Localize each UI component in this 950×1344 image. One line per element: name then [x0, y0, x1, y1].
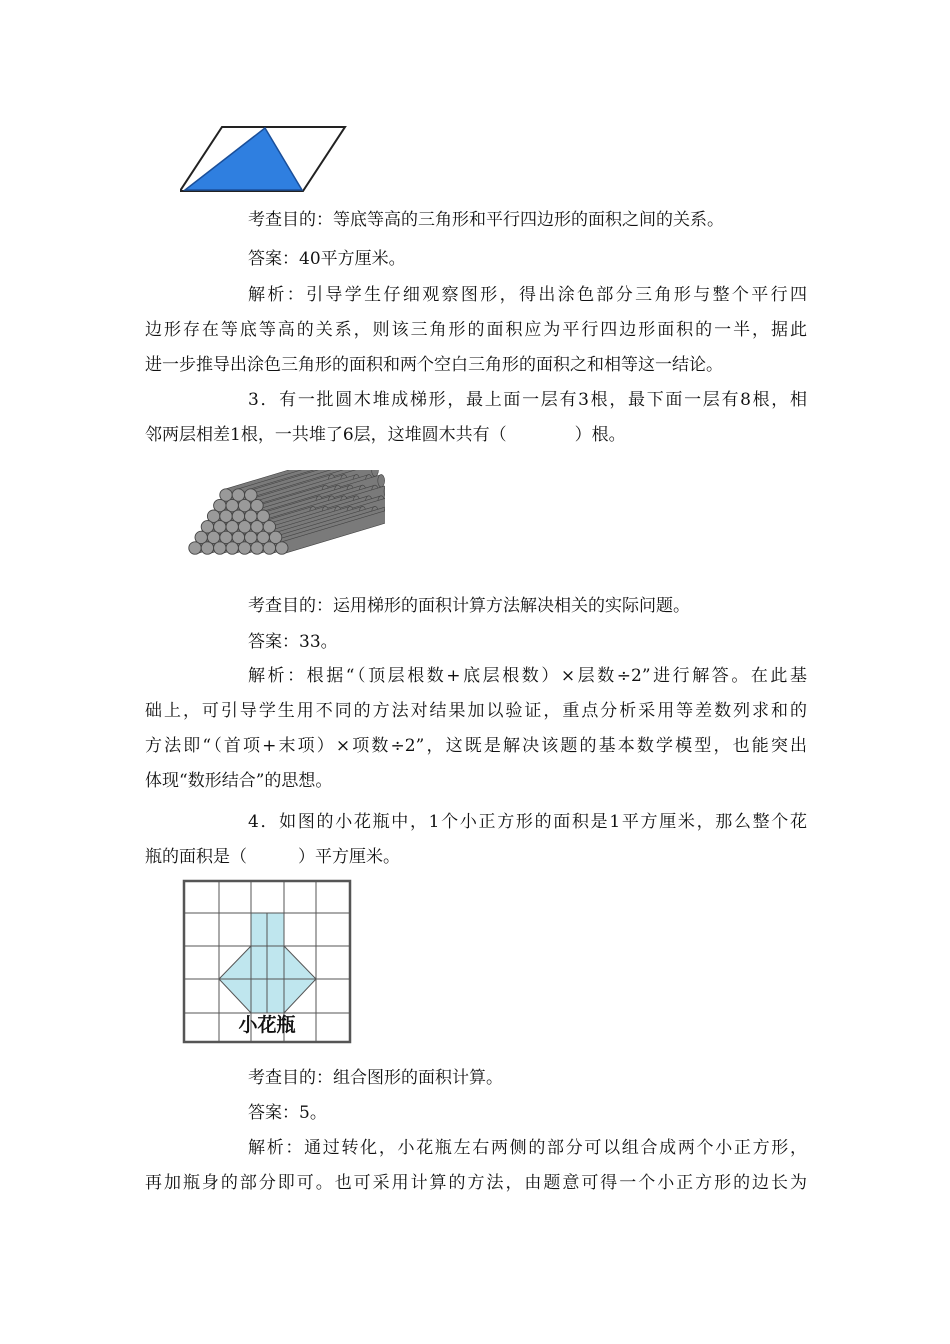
q2-analysis-line-1: 解析：引导学生仔细观察图形，得出涂色部分三角形与整个平行四: [248, 285, 807, 305]
q3-question-line-2: 邻两层相差1根，一共堆了6层，这堆圆木共有（ ）根。: [145, 425, 626, 445]
q4-purpose: 考查目的：组合图形的面积计算。: [248, 1068, 503, 1088]
log-far-end: [378, 475, 385, 487]
log-end: [263, 542, 275, 554]
q3-answer: 答案：33。: [248, 632, 338, 652]
vase-label: 小花瓶: [238, 1014, 296, 1036]
shaded-triangle: [185, 128, 302, 190]
vase-grid-figure: [182, 879, 352, 1044]
q3-analysis-line-4: 体现“数形结合”的思想。: [145, 771, 333, 791]
q4-analysis-line-2: 再加瓶身的部分即可。也可采用计算的方法，由题意可得一个小正方形的边长为: [145, 1173, 807, 1193]
log-pile-figure: [185, 470, 385, 562]
log-end: [201, 542, 213, 554]
q2-analysis-line-2: 边形存在等底等高的关系，则该三角形的面积应为平行四边形面积的一半，据此: [145, 320, 807, 340]
q2-answer: 答案：40平方厘米。: [248, 249, 406, 269]
log-end: [251, 542, 263, 554]
log-end: [226, 542, 238, 554]
log-end: [276, 542, 288, 554]
q3-analysis-line-1: 解析：根据“（顶层根数+底层根数）×层数÷2”进行解答。在此基: [248, 666, 807, 686]
log-end: [214, 542, 226, 554]
q3-analysis-line-2: 础上，可引导学生用不同的方法对结果加以验证，重点分析采用等差数列求和的: [145, 701, 807, 721]
parallelogram-figure: [180, 122, 350, 196]
q3-purpose: 考查目的：运用梯形的面积计算方法解决相关的实际问题。: [248, 596, 690, 616]
q2-purpose: 考查目的：等底等高的三角形和平行四边形的面积之间的关系。: [248, 210, 724, 230]
q4-question-line-1: 4．如图的小花瓶中，1个小正方形的面积是1平方厘米，那么整个花: [248, 812, 807, 832]
q2-analysis-line-3: 进一步推导出涂色三角形的面积和两个空白三角形的面积之和相等这一结论。: [145, 355, 723, 375]
q4-analysis-line-1: 解析：通过转化，小花瓶左右两侧的部分可以组合成两个小正方形，: [248, 1138, 807, 1158]
q4-question-line-2: 瓶的面积是（ ）平方厘米。: [145, 847, 400, 867]
q4-answer: 答案：5。: [248, 1103, 327, 1123]
q3-analysis-line-3: 方法即“（首项+末项）×项数÷2”，这既是解决该题的基本数学模型，也能突出: [145, 736, 807, 756]
log-end: [189, 542, 201, 554]
log-end: [238, 542, 250, 554]
q3-question-line-1: 3．有一批圆木堆成梯形，最上面一层有3根，最下面一层有8根，相: [248, 390, 807, 410]
